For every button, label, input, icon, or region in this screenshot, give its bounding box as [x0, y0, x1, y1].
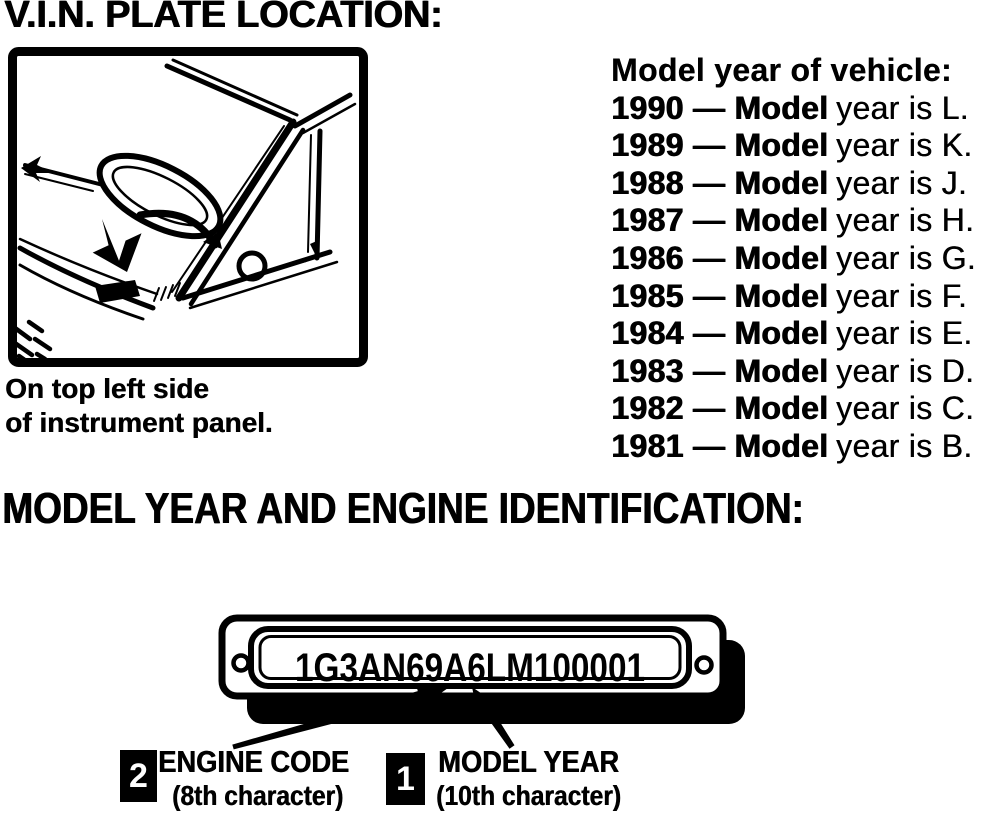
model-year-row	[611, 202, 976, 240]
vin-location-figure	[7, 46, 369, 368]
year-code-lead: 1982 — Model	[611, 390, 829, 427]
model-year-row	[611, 428, 976, 466]
year-code-lead: 1987 — Model	[611, 202, 829, 239]
year-code-lead: 1983 — Model	[611, 352, 829, 389]
caption-line-2: of instrument panel.	[5, 407, 273, 438]
dash-binnacle	[140, 213, 215, 245]
figure-caption	[5, 372, 273, 440]
year-code-lead: 1984 — Model	[611, 315, 829, 352]
year-code-tail: year is B.	[836, 427, 973, 464]
year-code-tail: year is H.	[836, 202, 975, 239]
model-year-row	[611, 165, 976, 203]
year-code-tail: year is E.	[836, 315, 973, 352]
figure-border	[13, 52, 364, 363]
car-dashboard-sketch	[7, 46, 369, 368]
rivet-hole-right	[697, 658, 712, 673]
year-code-tail: year is J.	[836, 164, 968, 201]
model-year-list	[611, 52, 976, 466]
engine-code-label: ENGINE CODE	[158, 744, 349, 779]
model-year-sublabel: (10th character)	[436, 780, 621, 811]
door-window-side-inner	[308, 135, 311, 252]
model-year-row	[611, 240, 976, 278]
year-code-lead: 1985 — Model	[611, 277, 829, 314]
caption-line-1: On top left side	[5, 373, 209, 404]
rivet-hole-left	[234, 656, 249, 671]
engine-code-badge: 2	[120, 750, 157, 802]
model-year-row	[611, 353, 976, 391]
model-year-callout	[438, 744, 646, 812]
a-pillar	[179, 122, 293, 298]
year-code-tail: year is L.	[836, 89, 969, 126]
year-code-lead: 1989 — Model	[611, 127, 829, 164]
vin-plate-location-title: V.I.N. PLATE LOCATION:	[4, 0, 443, 36]
model-year-row	[611, 127, 976, 165]
year-code-tail: year is G.	[836, 239, 976, 276]
year-code-tail: year is C.	[836, 390, 975, 427]
roof-line	[167, 66, 290, 120]
model-year-engine-identification-title: MODEL YEAR AND ENGINE IDENTIFICATION:	[2, 484, 804, 533]
year-code-tail: year is F.	[836, 277, 968, 314]
model-year-row	[611, 315, 976, 353]
model-year-row	[611, 90, 976, 128]
engine-code-sublabel: (8th character)	[172, 780, 344, 811]
model-year-badge: 1	[386, 753, 425, 805]
roof-line-outer	[173, 60, 297, 115]
model-year-label: MODEL YEAR	[438, 744, 619, 779]
model-year-row	[611, 390, 976, 428]
vin-number: 1G3AN69A6LM100001	[295, 646, 645, 690]
model-year-list-header: Model year of vehicle:	[611, 52, 952, 88]
year-code-tail: year is K.	[836, 127, 973, 164]
model-year-row	[611, 278, 976, 316]
door-window-side	[317, 131, 320, 258]
corner-hatch-marks	[12, 322, 50, 363]
vin-location-arrow-icon	[93, 219, 142, 272]
year-code-tail: year is D.	[836, 352, 975, 389]
engine-code-callout	[158, 744, 375, 812]
year-code-lead: 1986 — Model	[611, 239, 829, 276]
year-code-lead: 1981 — Model	[611, 427, 829, 464]
year-code-lead: 1990 — Model	[611, 89, 829, 126]
year-code-lead: 1988 — Model	[611, 164, 829, 201]
